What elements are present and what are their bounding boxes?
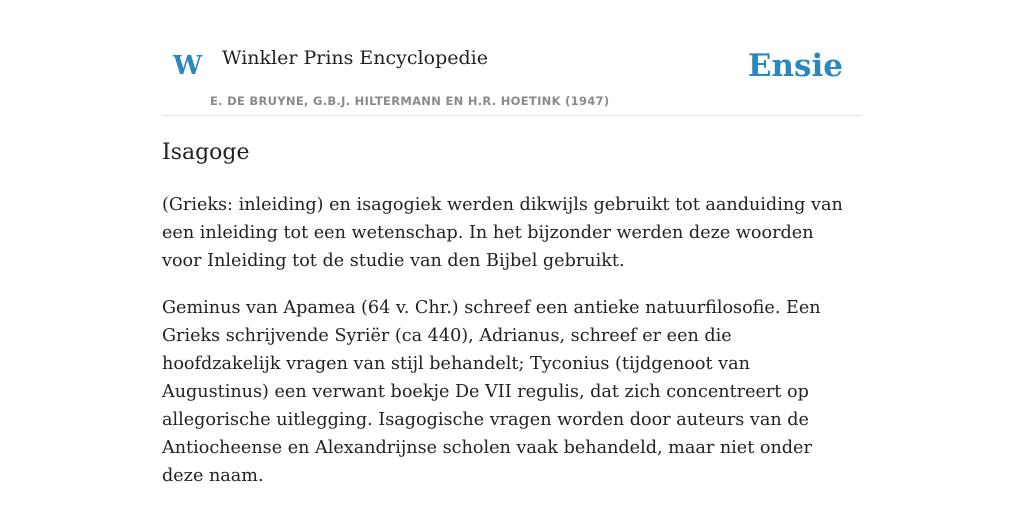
ensie-brand-logo[interactable]: Ensie xyxy=(747,48,843,84)
entry-title: Isagoge xyxy=(162,140,250,165)
entry-paragraph: Geminus van Apamea (64 v. Chr.) schreef een antieke natuurfilosofie. Een Grieks schrijvende Syriër (ca 440), Adrianus, schreef er een die hoofdzakelijk vragen van stijl behandelt; Tyconius (tijdgenoot van Augustinus) een verwant boekje De VII regulis, dat zich concentreert op allegorische uitlegging. Isagogische vragen worden door auteurs van de Antiocheense en Alexandrijnse scholen vaak behandeld, maar niet onder deze naam. xyxy=(162,298,821,486)
publication-authors: E. DE BRUYNE, G.B.J. HILTERMANN EN H.R. HOETINK (1947) xyxy=(210,94,610,108)
publication-title[interactable]: Winkler Prins Encyclopedie xyxy=(222,47,488,69)
winkler-prins-logo-icon: W xyxy=(173,51,203,81)
entry-paragraph: (Grieks: inleiding) en isagogiek werden dikwijls gebruikt tot aanduiding van een inleiding tot een wetenschap. In het bijzonder werden deze woorden voor Inleiding tot de studie van den Bijbel gebruikt. xyxy=(162,195,843,271)
source-header xyxy=(162,40,862,116)
entry-body xyxy=(162,191,852,509)
